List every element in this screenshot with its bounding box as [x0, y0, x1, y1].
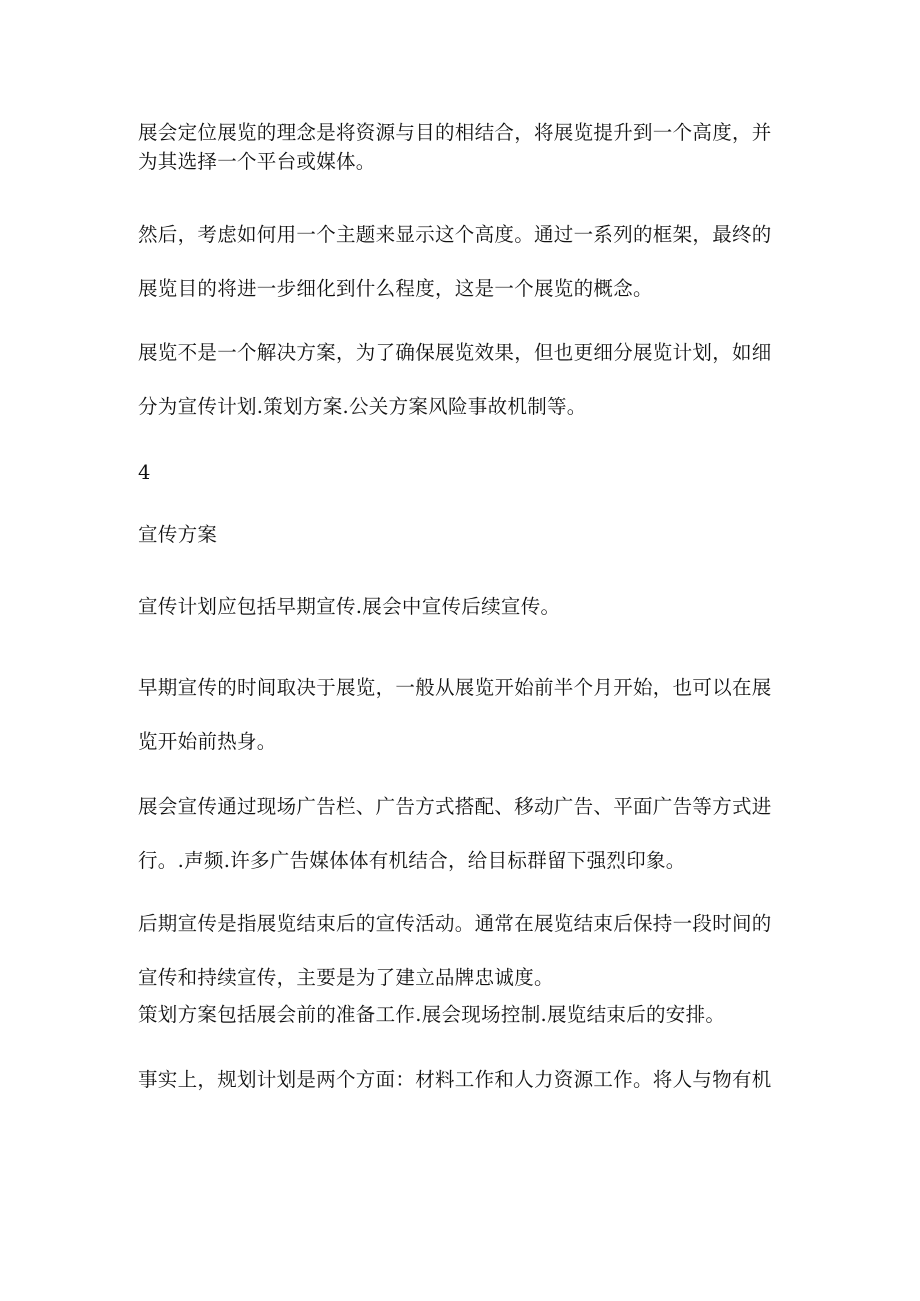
- text-line: 览开始前热身。: [138, 730, 277, 753]
- section-number: [138, 460, 788, 486]
- paragraph-10: [138, 1000, 788, 1030]
- text-line: 宣传计划应包括早期宣传.展会中宣传后续宣传。: [138, 595, 561, 618]
- paragraph-1: [138, 118, 788, 176]
- paragraph-3: [138, 326, 788, 434]
- text-line: 早期宣传的时间取决于展览，一般从展览开始前半个月开始，也可以在展: [138, 676, 772, 699]
- paragraph-11: [138, 1065, 788, 1095]
- paragraph-6: [138, 592, 788, 622]
- text-line: 分为宣传计划.策划方案.公关方案风险事故机制等。: [138, 395, 587, 418]
- paragraph-9: [138, 897, 788, 1005]
- text-line: 宣传方案: [138, 523, 218, 546]
- paragraph-8: [138, 780, 788, 888]
- section-heading: [138, 520, 788, 550]
- text-line: 展会宣传通过现场广告栏、广告方式搭配、移动广告、平面广告等方式进: [138, 795, 772, 818]
- text-line: 行。.声频.许多广告媒体体有机结合，给目标群留下强烈印象。: [138, 849, 686, 872]
- text-line: 展览不是一个解决方案，为了确保展览效果，但也更细分展览计划，如细: [138, 341, 772, 364]
- text-line: 策划方案包括展会前的准备工作.展会现场控制.展览结束后的安排。: [138, 1003, 726, 1026]
- text-line: 宣传和持续宣传，主要是为了建立品牌忠诚度。: [138, 966, 554, 989]
- paragraph-7: [138, 661, 788, 769]
- text-line: 事实上，规划计划是两个方面：材料工作和人力资源工作。将人与物有机: [138, 1068, 772, 1091]
- text-line: 然后，考虑如何用一个主题来显示这个高度。通过一系列的框架，最终的: [138, 223, 772, 246]
- text-line: 4: [138, 461, 151, 484]
- paragraph-2: [138, 208, 788, 316]
- text-line: 展会定位展览的理念是将资源与目的相结合，将展览提升到一个高度，并: [138, 121, 772, 144]
- text-line: 为其选择一个平台或媒体。: [138, 150, 376, 173]
- text-line: 后期宣传是指展览结束后的宣传活动。通常在展览结束后保持一段时间的: [138, 912, 772, 935]
- text-line: 展览目的将进一步细化到什么程度，这是一个展览的概念。: [138, 277, 653, 300]
